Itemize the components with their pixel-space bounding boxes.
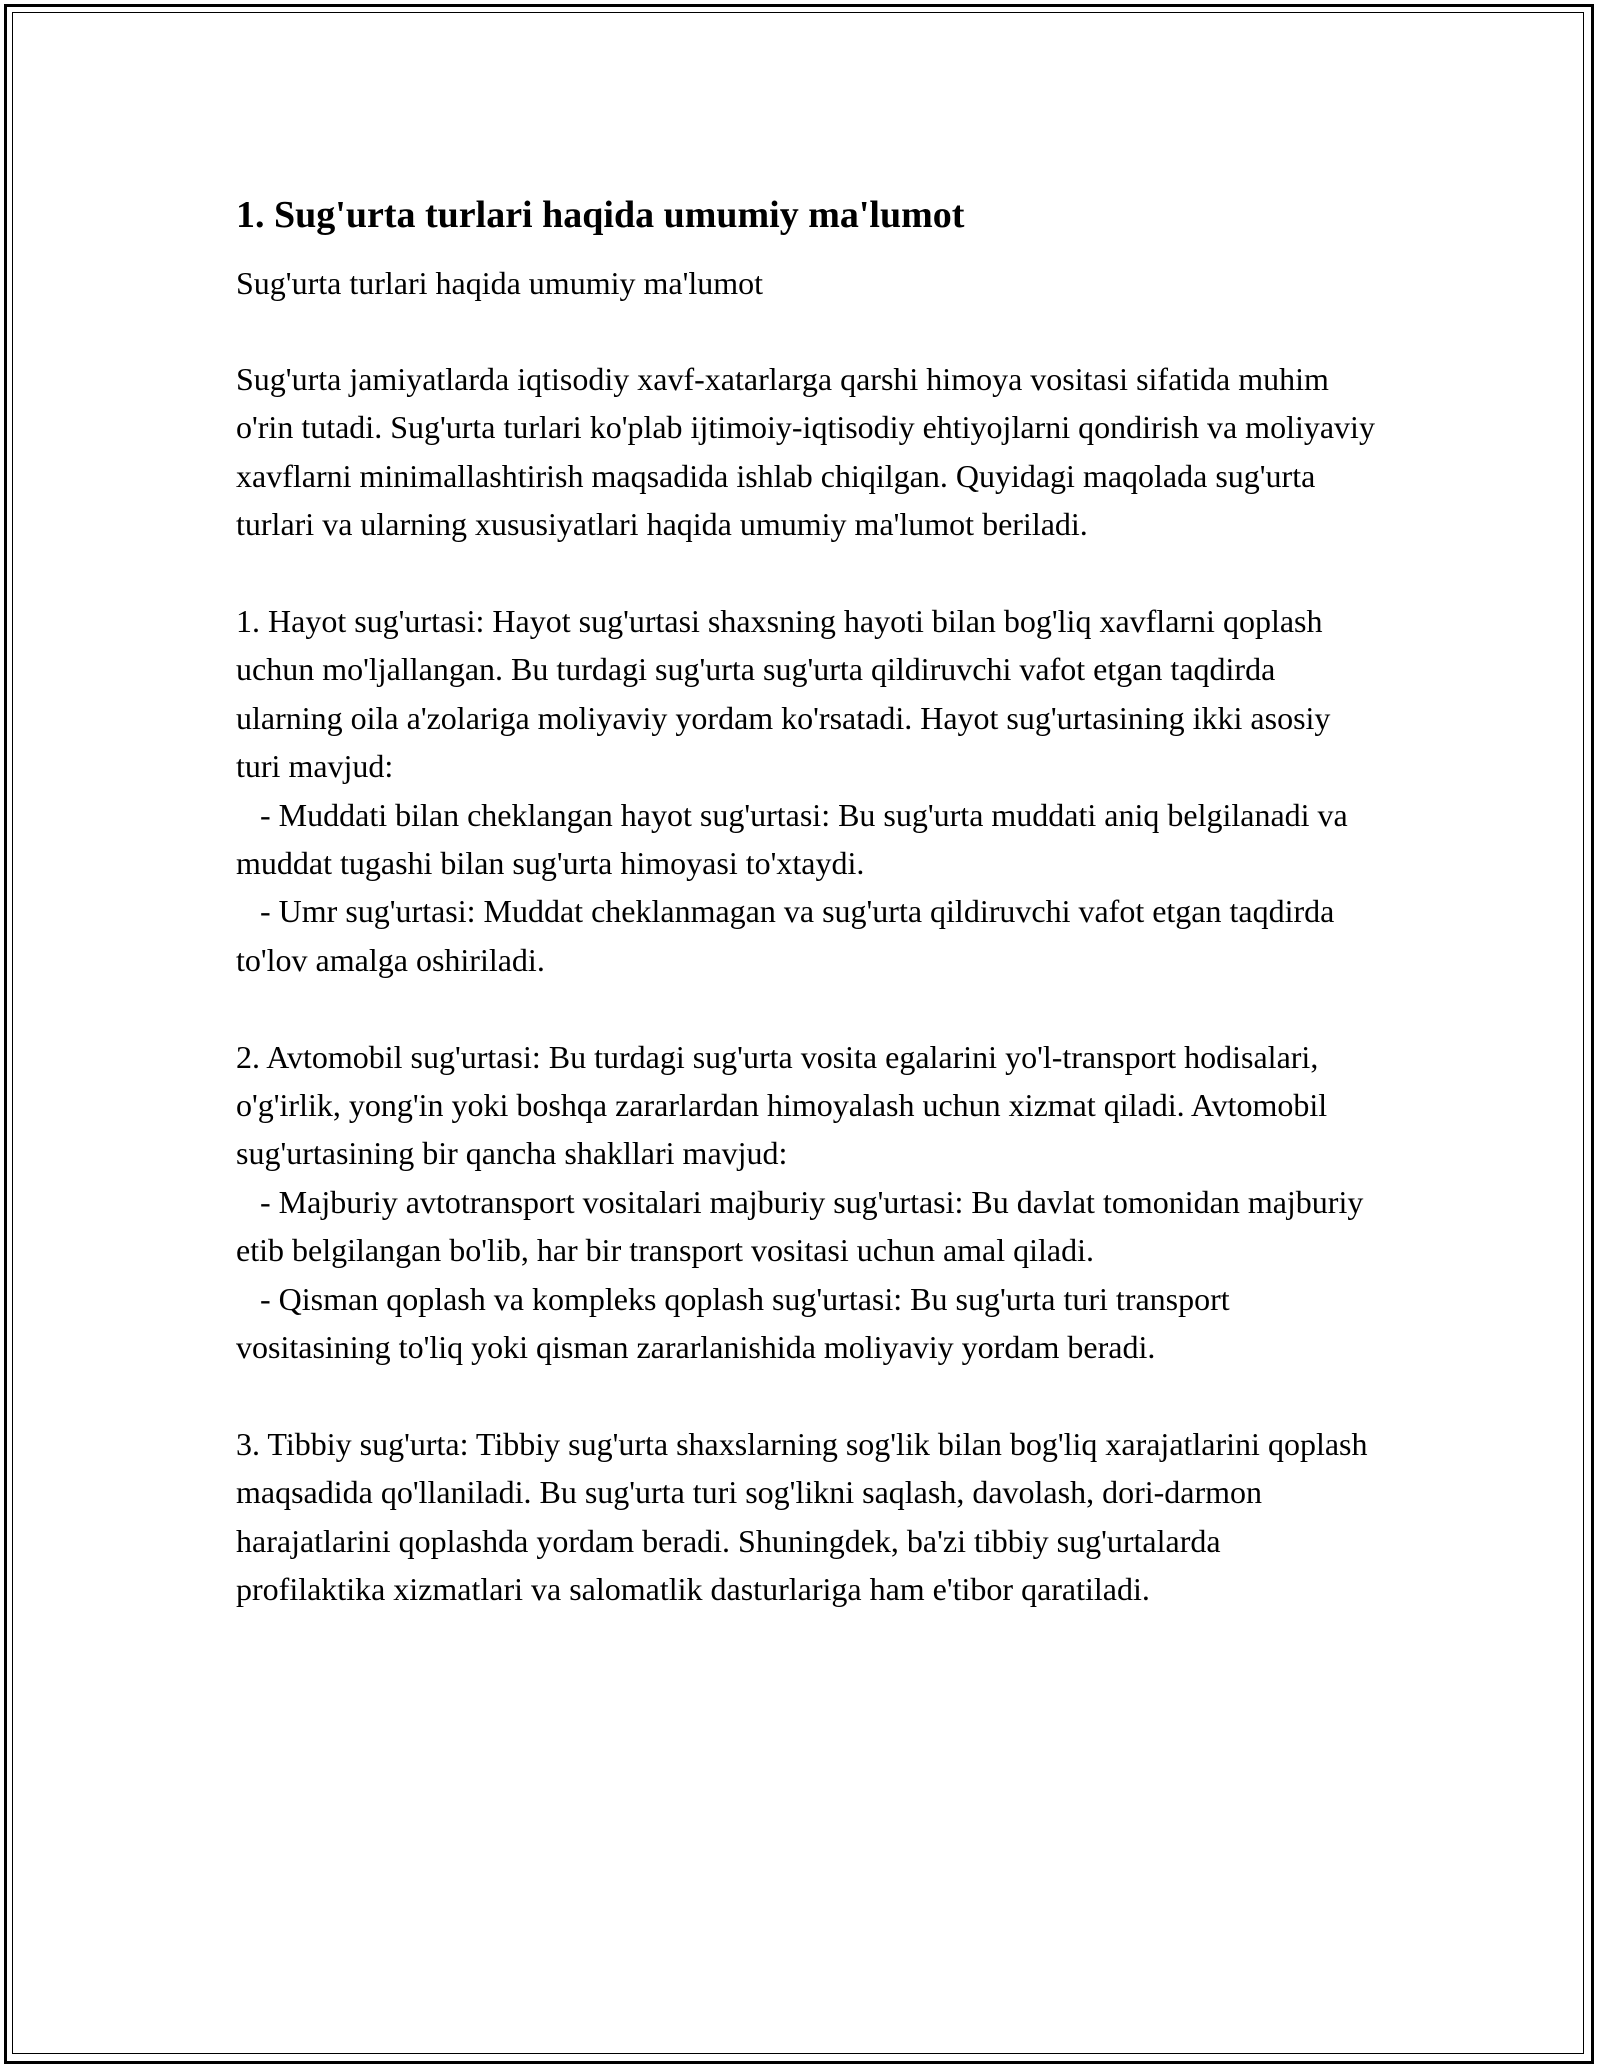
auto-insurance-section: 2. Avtomobil sug'urtasi: Bu turdagi sug'urta vosita egalarini yo'l-transport hodisalari, o'g'irlik, yong'in yoki boshqa zararlardan himoyalash uchun xizmat qiladi. Avtomobil sug'urtasining bir qancha shakllari mavjud: - Majburiy avtotransport vositalari majburiy sug'urtasi: Bu davlat tomonidan majburiy etib belgilangan bo'lib, har bir transport vositasi uchun amal qiladi. - Qisman qoplash va kompleks qoplash sug'urtasi: Bu sug'urta turi transport vositasining to'liq yoki qisman zararlanishida moliyaviy yordam beradi. — [236, 1038, 1364, 1366]
document-body — [236, 185, 1383, 1614]
life-insurance-section: 1. Hayot sug'urtasi: Hayot sug'urtasi shaxsning hayoti bilan bog'liq xavflarni qoplash uchun mo'ljallangan. Bu turdagi sug'urta sug'urta qildiruvchi vafot etgan taqdirda ularning oila a'zolariga moliyaviy yordam ko'rsatadi. Hayot sug'urtasining ikki asosiy turi mavjud: - Muddati bilan cheklangan hayot sug'urtasi: Bu sug'urta muddati aniq belgilanadi va muddat tugashi bilan sug'urta himoyasi to'xtaydi. - Umr sug'urtasi: Muddat cheklanmagan va sug'urta qildiruvchi vafot etgan taqdirda to'lov amalga oshiriladi. — [236, 603, 1348, 978]
document-heading: 1. Sug'urta turlari haqida umumiy ma'lumot — [236, 194, 965, 236]
paragraph-spacer — [236, 307, 1376, 355]
paragraph-spacer — [236, 984, 1376, 1032]
document-subheading: Sug'urta turlari haqida umumiy ma'lumot — [236, 265, 763, 301]
paragraph-spacer — [236, 1372, 1376, 1420]
paragraph-spacer — [236, 549, 1376, 597]
intro-paragraph: Sug'urta jamiyatlarda iqtisodiy xavf-xatarlarga qarshi himoya vositasi sifatida muhim o'rin tutadi. Sug'urta turlari ko'plab ijtimoiy-iqtisodiy ehtiyojlarni qondirish va moliyaviy xavflarni minimallashtirish maqsadida ishlab chiqilgan. Quyidagi maqolada sug'urta turlari va ularning xususiyatlari haqida umumiy ma'lumot beriladi. — [236, 361, 1383, 543]
medical-insurance-section: 3. Tibbiy sug'urta: Tibbiy sug'urta shaxslarning sog'lik bilan bog'liq xarajatlarini qoplash maqsadida qo'llaniladi. Bu sug'urta turi sog'likni saqlash, davolash, dori-darmon harajatlarini qoplashda yordam beradi. Shuningdek, ba'zi tibbiy sug'urtalarda profilaktika xizmatlari va salomatlik dasturlariga ham e'tibor qaratiladi. — [236, 1425, 1376, 1608]
